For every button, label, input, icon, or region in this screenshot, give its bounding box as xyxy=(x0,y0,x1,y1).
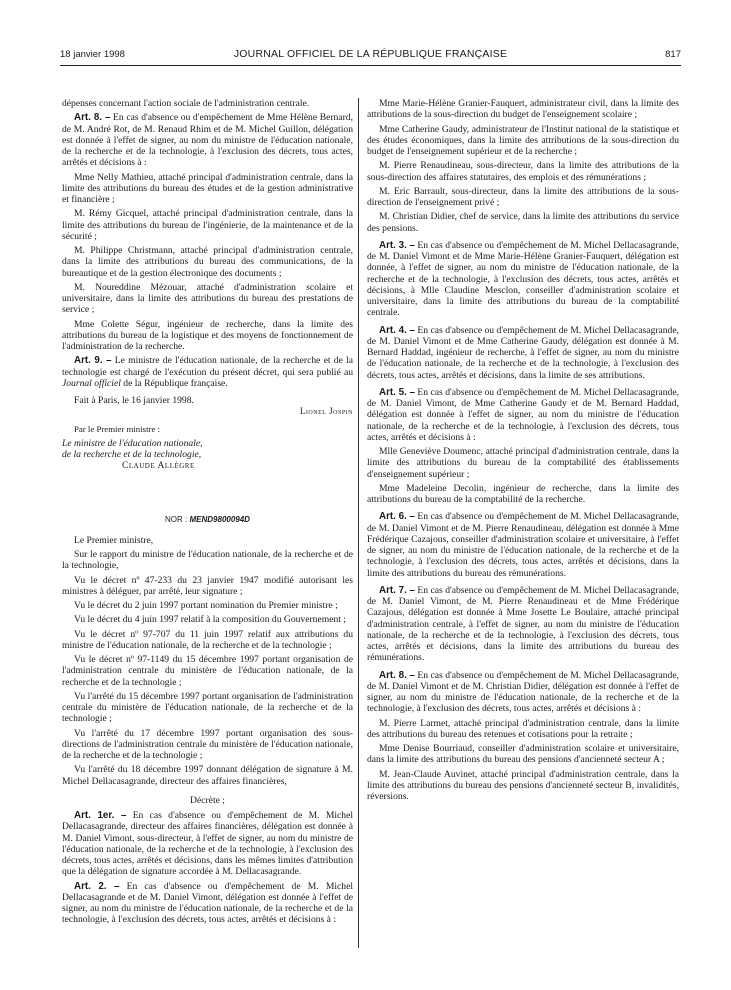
paragraph: M. Jean-Claude Auvinet, attaché principal d'administration centrale, dans la limite des attributions du bureau des pensions d'ancienneté secteur B, invalidités, réversions. xyxy=(367,768,679,802)
visa: Vu le décret du 2 juin 1997 portant nomination du Premier ministre ; xyxy=(74,600,338,611)
article-text: En cas d'absence ou d'empêchement de M. Michel Dellacasagrande, de M. Daniel Vimont et de M. Christian Didier, délégation est donnée à l'effet de signer, au nom du ministre de l'éducation nationale, de la recherche et de la technologie, à l'exclusion des décrets, tous actes, arrêtés et décisions à : xyxy=(367,669,679,715)
visa: Vu l'arrêté du 17 décembre 1997 portant organisation des sous-directions de l'administration centrale du ministère de l'éducation nationale, de la recherche et de la technologie ; xyxy=(62,727,353,761)
article-label: Art. 3. – xyxy=(379,239,415,251)
article-4 xyxy=(367,325,679,381)
par-le-premier-ministre: Par le Premier ministre : xyxy=(74,423,160,434)
ministre-title-line1: Le ministre de l'éducation nationale, xyxy=(62,437,203,449)
article-2 xyxy=(62,881,353,926)
right-column xyxy=(367,98,679,805)
paragraph: Mme Colette Ségur, ingénieur de recherche, dans la limite des attributions du bureau de la logistique et des moyens de fonctionnement de l'administration de la recherche. xyxy=(62,318,353,352)
paragraph: Mme Denise Bourriaud, conseiller d'administration scolaire et universitaire, dans la limite des attributions du bureau des pensions d'ancienneté secteur A ; xyxy=(367,743,679,766)
paragraph: M. Christian Didier, chef de service, dans la limite des attributions du service des pensions. xyxy=(367,211,679,234)
paragraph: M. Pierre Larmet, attaché principal d'administration centrale, dans la limite des attributions du bureau des retenues et cotisations pour la retraite ; xyxy=(367,717,679,740)
article-label: Art. 9. – xyxy=(74,355,112,367)
article-label: Art. 7. – xyxy=(379,584,415,596)
signature-ministre: Claude Allègre xyxy=(122,460,195,472)
visa: Vu le décret du 4 juin 1997 relatif à la composition du Gouvernement ; xyxy=(74,614,346,626)
article-text: En cas d'absence ou d'empêchement de M. Michel Dellacasagrande, de M. Daniel Vimont et de Mme Marie-Hélène Granier-Fauquert, délégation est donnée, à l'effet de signer, au nom du ministre de l'éducation nationale, de la recherche et de la technologie, à l'exclusion des décrets, tous actes, arrêtés et décisions, à Mlle Claudine Mesclon, conseiller d'administration scolaire et universitaire, dans la limite des attributions du bureau de la comptabilité centrale. xyxy=(367,239,679,319)
nor-label: NOR : xyxy=(165,514,190,524)
article-text-italic: Journal officiel xyxy=(62,377,121,389)
fait-a-paris: Fait à Paris, le 16 janvier 1998. xyxy=(74,395,194,406)
signature-premier-ministre: Lionel Jospin xyxy=(299,406,353,417)
article-8-left xyxy=(62,112,353,168)
visa: Vu le décret nº 97-1149 du 15 décembre 1997 portant organisation de l'administration centrale du ministère de l'éducation nationale, de la recherche et de la technologie ; xyxy=(62,654,353,688)
article-text: En cas d'absence ou d'empêchement de M. Michel Dellacasagrande, de M. Daniel Vimont et de Mme Catherine Gaudy, délégation est donnée à M. Bernard Haddad, ingénieur de recherche, à l'effet de signer, au nom du ministre de l'éducation nationale, de la recherche et de la technologie, à l'exclusion des décrets, tous actes, arrêtés et décisions, dans la limite de ses attributions. xyxy=(367,324,679,381)
journal-title: JOURNAL OFFICIEL DE LA RÉPUBLIQUE FRANÇAISE xyxy=(233,48,508,60)
article-7 xyxy=(367,585,679,664)
article-1 xyxy=(62,810,353,878)
column-divider xyxy=(358,98,359,948)
article-text: En cas d'absence ou d'empêchement de M. Michel Dellacasagrande et de M. Daniel Vimont, délégation est donnée à l'effet de signer, au nom du ministre de l'éducation nationale, de la recherche et de la technologie, à l'exclusion des décrets, tous actes, arrêtés et décisions à : xyxy=(62,880,354,926)
article-label: Art. 5. – xyxy=(379,386,415,398)
paragraph: M. Noureddine Mézouar, attaché d'administration scolaire et universitaire, dans la limite des attributions du bureau des prestations de service ; xyxy=(62,281,353,316)
decrete: Décrète ; xyxy=(190,794,225,806)
paragraph: dépenses concernant l'action sociale de l'administration centrale. xyxy=(62,98,310,109)
article-text: Le ministre de l'éducation nationale, de la recherche et de la technologie est chargé de l'exécution du présent décret, qui sera publié au xyxy=(62,355,353,378)
visa: Vu l'arrêté du 15 décembre 1997 portant organisation de l'administration centrale du ministère de l'éducation nationale, de la recherche et de la technologie ; xyxy=(62,690,353,725)
paragraph: M. Eric Barrault, sous-directeur, dans la limite des attributions de la sous-direction de l'enseignement privé ; xyxy=(367,185,679,208)
ministre-title-line2: de la recherche et de la technologie, xyxy=(62,449,202,460)
paragraph: Mlle Geneviève Doumenc, attaché principal d'administration centrale, dans la limite des attributions du bureau de la comptabilité des établissements d'enseignement supérieur ; xyxy=(367,446,679,480)
article-label: Art. 1er. – xyxy=(74,810,127,821)
page-number: 817 xyxy=(665,49,681,60)
article-label: Art. 8. – xyxy=(379,669,415,681)
paragraph: Mme Catherine Gaudy, administrateur de l'Institut national de la statistique et des études économiques, dans la limite des attributions de la sous-direction du budget de l'enseignement supérieur et de la recherche ; xyxy=(367,123,679,157)
article-text: de la République française. xyxy=(120,377,228,389)
paragraph: Mme Marie-Hélène Granier-Fauquert, administrateur civil, dans la limite des attributions de la sous-direction du budget de l'enseignement scolaire ; xyxy=(367,98,679,121)
article-text: En cas d'absence ou d'empêchement de M. Michel Dellacasagrande, de M. Daniel Vimont, de M. Pierre Renaudineau et de Mme Frédérique Cazajous, délégation est donnée à Mme Josette Le Boulaire, attaché principal d'administration centrale, à l'effet de signer, au nom du ministre de l'éducation nationale, de la recherche et de la technologie, à l'exclusion des décrets, tous actes, arrêtés et décisions, dans la limite des attributions du bureau des rémunérations. xyxy=(367,584,679,664)
paragraph: M. Rémy Gicquel, attaché principal d'administration centrale, dans la limite des attributions du bureau de l'ingénierie, de la maintenance et de la sécurité ; xyxy=(62,208,353,242)
visa: Vu le décret nº 47-233 du 23 janvier 1947 modifié autorisant les ministres à déléguer, par arrêté, leur signature ; xyxy=(62,574,353,597)
article-5 xyxy=(367,387,679,443)
nor-reference xyxy=(62,514,353,525)
article-text: En cas d'absence ou d'empêchement de Mme Hélène Bernard, de M. André Rot, de M. Renaud Rhim et de M. Michel Guillon, délégation est donnée à l'effet de signer, au nom du ministre de l'éducation nationale, de la recherche et de la technologie, à l'exclusion des décrets, tous actes, arrêtés et décisions à : xyxy=(62,112,354,169)
paragraph: Mme Nelly Mathieu, attaché principal d'administration centrale, dans la limite des attributions du bureau des études et de la gestion administrative et financière ; xyxy=(62,171,353,205)
article-text: En cas d'absence ou d'empêchement de M. Michel Dellacasagrande, de M. Daniel Vimont, de Mme Catherine Gaudy et de M. Bernard Haddad, délégation est donnée à l'effet de signer, au nom du ministre de l'éducation nationale, de la recherche et de la technologie, à l'exclusion des décrets, tous actes, arrêtés et décisions à : xyxy=(367,386,679,443)
paragraph: Mme Madeleine Decolin, ingénieur de recherche, dans la limite des attributions du bureau de la comptabilité de la recherche. xyxy=(367,482,679,505)
page-header xyxy=(60,49,681,66)
article-3 xyxy=(367,240,679,319)
article-label: Art. 6. – xyxy=(379,511,415,523)
article-6 xyxy=(367,511,679,579)
visa: Vu l'arrêté du 18 décembre 1997 donnant délégation de signature à M. Michel Dellacasagrande, directeur des affaires financières, xyxy=(62,764,353,787)
article-8-right xyxy=(367,670,679,715)
paragraph: M. Pierre Renaudineau, sous-directeur, dans la limite des attributions de la sous-direction des affaires statutaires, des emplois et des rémunérations ; xyxy=(367,160,679,183)
paragraph: M. Philippe Christmann, attaché principal d'administration centrale, dans la limite des attributions du bureau des communications, de la bureautique et de la gestion électronique des documents ; xyxy=(62,245,353,279)
nor-code: MEND9800094D xyxy=(189,514,250,524)
paragraph: Le Premier ministre, xyxy=(74,534,154,546)
header-date: 18 janvier 1998 xyxy=(60,49,125,60)
left-column xyxy=(62,98,353,929)
article-label: Art. 8. – xyxy=(74,112,111,124)
article-9 xyxy=(62,355,353,389)
article-text: En cas d'absence ou d'empêchement de M. Michel Dellacasagrande, de M. Daniel Vimont et de M. Pierre Renaudineau, délégation est donnée à Mme Frédérique Cazajous, conseiller d'administration scolaire et universitaire, à l'effet de signer, au nom du ministre de l'éducation nationale, de la recherche et de la technologie, à l'exclusion des décrets, tous actes, arrêtés et décisions, dans la limite des attributions du bureau des rémunérations. xyxy=(367,511,679,579)
visa: Vu le décret nº 97-707 du 11 juin 1997 relatif aux attributions du ministre de l'éducation nationale, de la recherche et de la technologie ; xyxy=(62,628,353,651)
paragraph: Sur le rapport du ministre de l'éducation nationale, de la recherche et de la technologie, xyxy=(62,549,353,572)
article-label: Art. 2. – xyxy=(74,880,120,892)
article-label: Art. 4. – xyxy=(379,324,415,336)
article-text: En cas d'absence ou d'empêchement de M. Michel Dellacasagrande, directeur des affaires financières, délégation est donnée à M. Daniel Vimont, sous-directeur, à l'effet de signer, au nom du ministre de l'éducation nationale, de la recherche et de la technologie, à l'exclusion des décrets, tous actes, arrêtés et décisions, dans les mêmes limites d'attribution que la délégation de signature accordée à M. Dellacasagrande. xyxy=(62,810,354,878)
